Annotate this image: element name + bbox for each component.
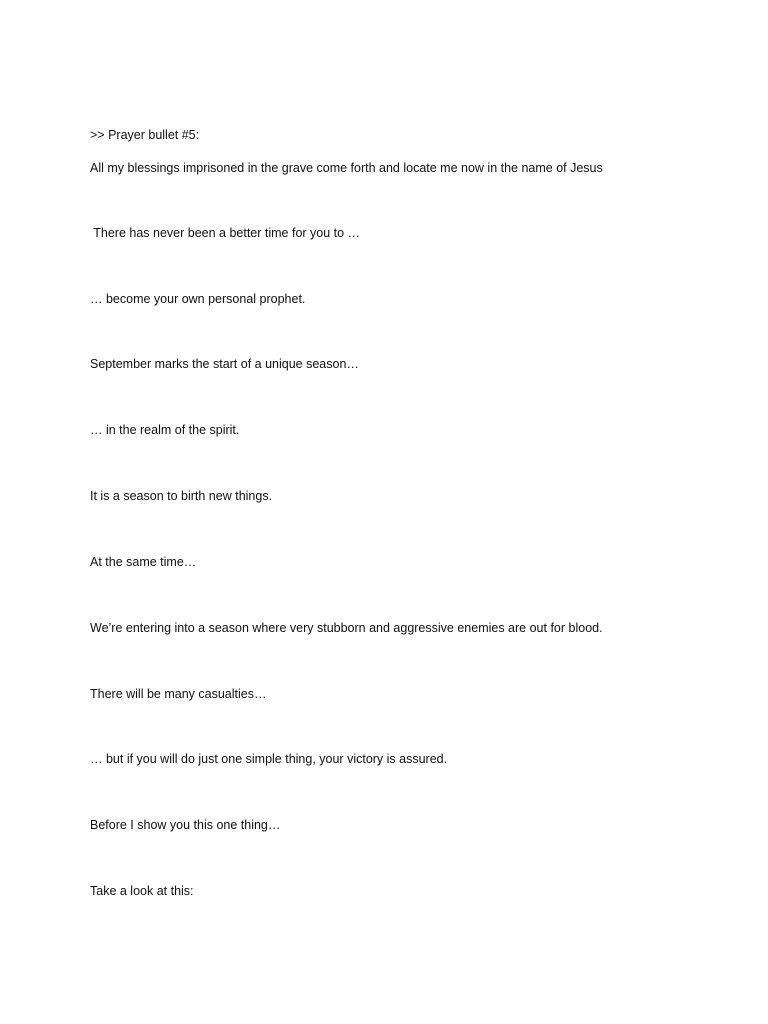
paragraph: It is a season to birth new things. <box>90 489 273 503</box>
paragraph: September marks the start of a unique season… <box>90 357 359 371</box>
paragraph: … but if you will do just one simple thing, your victory is assured. <box>90 752 448 766</box>
paragraph: We’re entering into a season where very stubborn and aggressive enemies are out for blood. <box>90 621 603 635</box>
paragraph: Before I show you this one thing… <box>90 818 281 832</box>
prayer-bullet-heading: >> Prayer bullet #5: <box>90 128 200 142</box>
paragraph: There will be many casualties… <box>90 687 267 701</box>
paragraph: At the same time… <box>90 555 197 569</box>
paragraph: Take a look at this: <box>90 884 194 898</box>
paragraph: There has never been a better time for you to … <box>90 226 361 240</box>
paragraph: All my blessings imprisoned in the grave come forth and locate me now in the name of Jesus <box>90 161 603 175</box>
paragraph: … in the realm of the spirit. <box>90 423 240 437</box>
paragraph: … become your own personal prophet. <box>90 292 306 306</box>
